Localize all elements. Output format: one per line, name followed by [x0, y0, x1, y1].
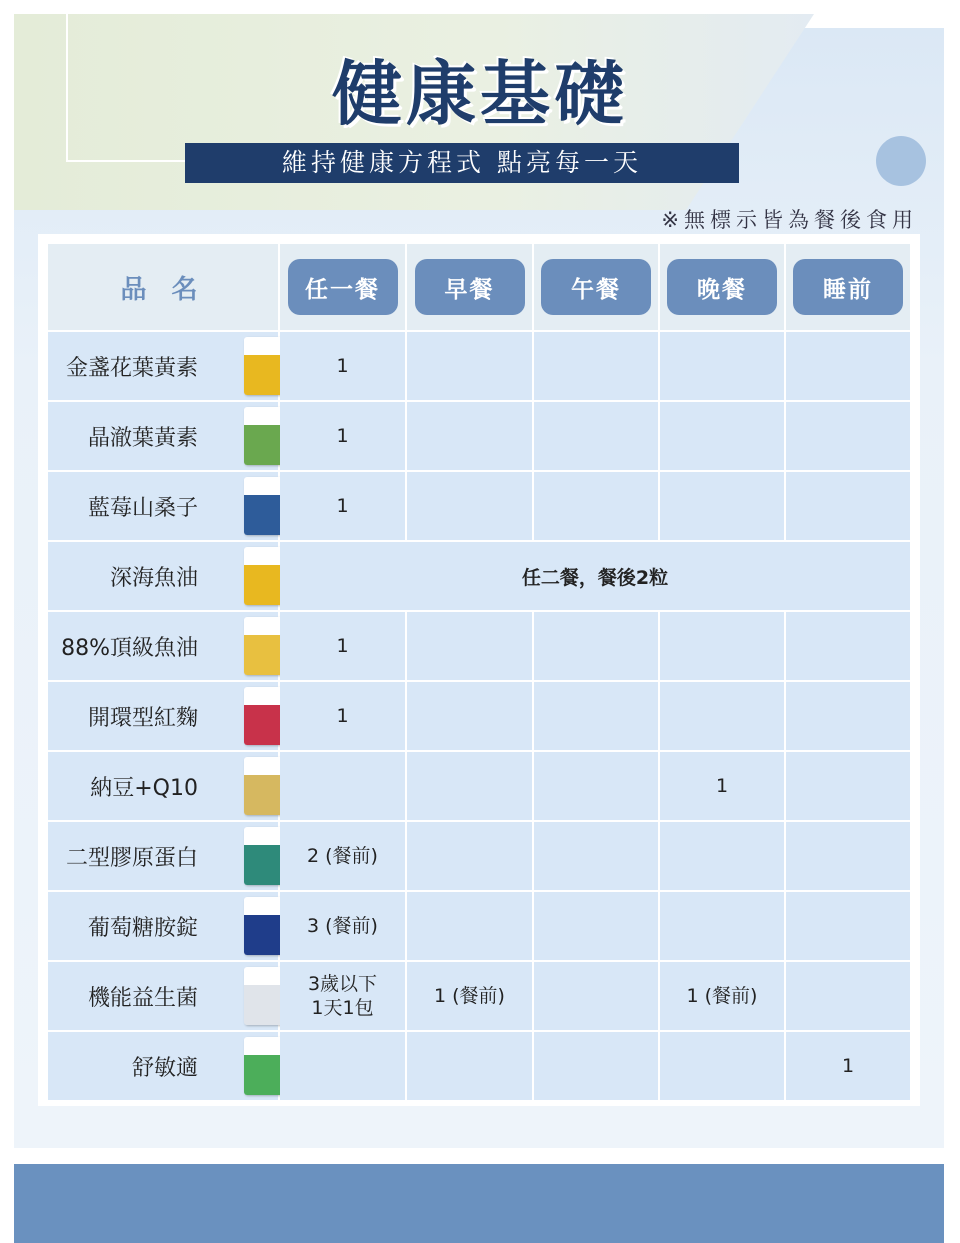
- dosage-cell: 1: [660, 752, 784, 820]
- usage-note: ※無標示皆為餐後食用: [661, 208, 918, 232]
- product-name: 開環型紅麴: [48, 682, 278, 750]
- dosage-cell: [407, 892, 532, 960]
- dosage-cell: [407, 822, 532, 890]
- dosage-cell: 2 (餐前): [280, 822, 405, 890]
- product-name: 晶澈葉黃素: [48, 402, 278, 470]
- dosage-cell: [660, 402, 784, 470]
- product-name: 葡萄糖胺錠: [48, 892, 278, 960]
- product-name: 88%頂級魚油: [48, 612, 278, 680]
- dosage-cell: [534, 332, 658, 400]
- dosage-table: [38, 234, 920, 1106]
- dosage-cell: 1: [280, 402, 405, 470]
- dosage-cell: [534, 822, 658, 890]
- span-dosage-cell: 任二餐，餐後2粒: [280, 542, 910, 610]
- dosage-cell: [786, 962, 910, 1030]
- dosage-cell: [407, 472, 532, 540]
- dosage-cell: [660, 612, 784, 680]
- table-grid: [48, 244, 910, 1096]
- dosage-cell: [534, 892, 658, 960]
- product-name-header-label: 品 名: [120, 274, 206, 305]
- dosage-cell: 1: [280, 612, 405, 680]
- column-header: [407, 244, 532, 330]
- product-name: 機能益生菌: [48, 962, 278, 1030]
- column-header: [534, 244, 658, 330]
- dosage-cell: [534, 962, 658, 1030]
- column-header-label: 睡前: [793, 259, 903, 315]
- product-name-header: [48, 244, 278, 330]
- dosage-cell: [660, 472, 784, 540]
- product-name: 二型膠原蛋白: [48, 822, 278, 890]
- dosage-cell: [786, 752, 910, 820]
- dosage-cell: [534, 472, 658, 540]
- column-header-label: 任一餐: [288, 259, 398, 315]
- column-header: [280, 244, 405, 330]
- dosage-cell: [407, 1032, 532, 1100]
- footer-bar: [14, 1164, 944, 1243]
- column-header: [786, 244, 910, 330]
- product-name: 舒敏適: [48, 1032, 278, 1100]
- dosage-cell: [660, 1032, 784, 1100]
- dosage-cell: [407, 752, 532, 820]
- dosage-cell: [534, 1032, 658, 1100]
- dosage-cell: 3歲以下 1天1包: [280, 962, 405, 1030]
- column-header-label: 早餐: [415, 259, 525, 315]
- dosage-cell: [786, 822, 910, 890]
- page-subtitle: 維持健康方程式 點亮每一天: [185, 143, 739, 183]
- dosage-cell: [660, 682, 784, 750]
- dosage-cell: [534, 402, 658, 470]
- decorative-circle: [876, 136, 926, 186]
- dosage-cell: [534, 682, 658, 750]
- dosage-cell: 1 (餐前): [660, 962, 784, 1030]
- dosage-cell: 1: [280, 332, 405, 400]
- dosage-cell: [786, 402, 910, 470]
- dosage-cell: 3 (餐前): [280, 892, 405, 960]
- dosage-cell: 1 (餐前): [407, 962, 532, 1030]
- dosage-cell: [407, 682, 532, 750]
- dosage-cell: [660, 822, 784, 890]
- dosage-cell: [786, 472, 910, 540]
- product-name: 藍莓山桑子: [48, 472, 278, 540]
- dosage-cell: [786, 332, 910, 400]
- dosage-cell: 1: [786, 1032, 910, 1100]
- dosage-cell: 1: [280, 682, 405, 750]
- product-name: 金盞花葉黃素: [48, 332, 278, 400]
- dosage-cell: [534, 752, 658, 820]
- dosage-cell: [407, 612, 532, 680]
- column-header-label: 午餐: [541, 259, 651, 315]
- dosage-cell: [407, 332, 532, 400]
- column-header-label: 晚餐: [667, 259, 777, 315]
- product-name: 納豆+Q10: [48, 752, 278, 820]
- page-title: 健康基礎: [332, 52, 628, 135]
- product-name: 深海魚油: [48, 542, 278, 610]
- dosage-cell: [407, 402, 532, 470]
- dosage-cell: [786, 612, 910, 680]
- dosage-cell: [660, 892, 784, 960]
- dosage-cell: [660, 332, 784, 400]
- dosage-cell: 1: [280, 472, 405, 540]
- dosage-cell: [280, 752, 405, 820]
- dosage-cell: [280, 1032, 405, 1100]
- dosage-cell: [534, 612, 658, 680]
- column-header: [660, 244, 784, 330]
- dosage-cell: [786, 892, 910, 960]
- dosage-cell: [786, 682, 910, 750]
